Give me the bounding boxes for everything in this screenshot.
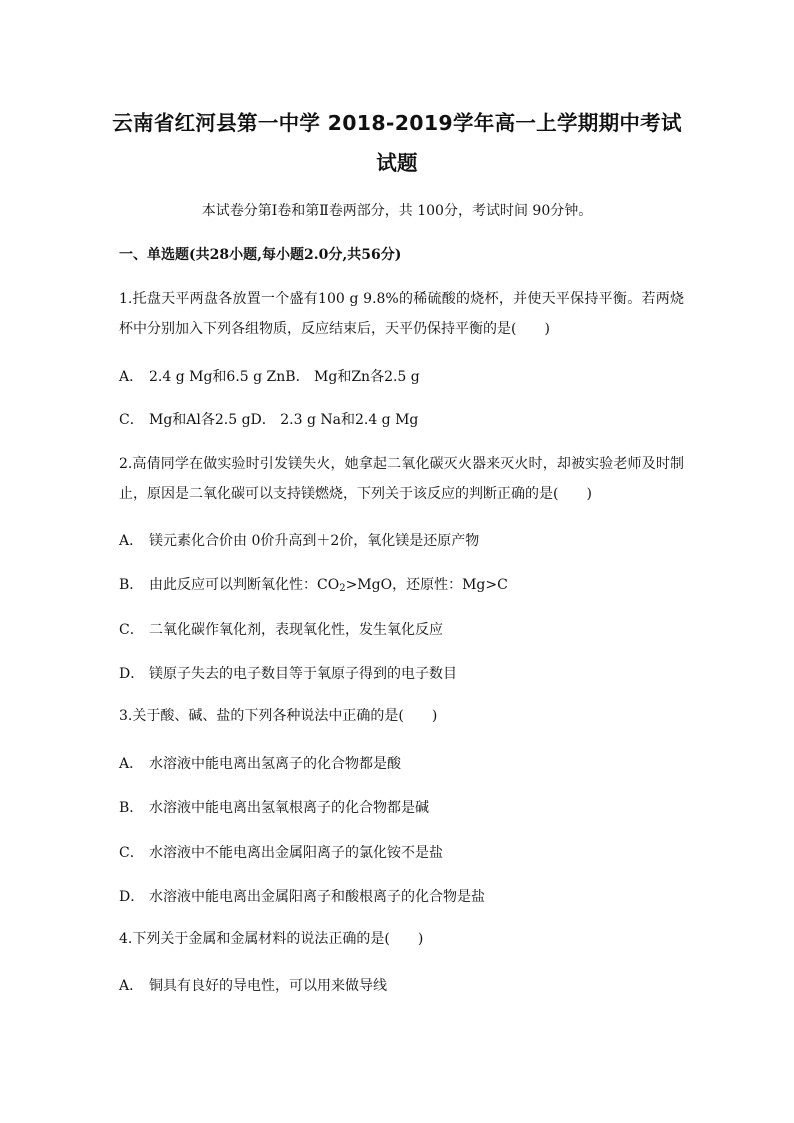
- option-label: B．: [119, 577, 144, 593]
- document-title-continued: 试题: [376, 151, 418, 175]
- option-text: Mg和Al各2.5 gD． 2.3 g Na和2.4 g Mg: [149, 412, 419, 428]
- question-4-option-a: [119, 975, 387, 995]
- question-3-option-d: [119, 886, 485, 906]
- subscript: 2: [339, 583, 346, 594]
- question-1-option-a: [119, 366, 420, 386]
- option-text: [149, 577, 508, 593]
- option-text: 二氧化碳作氧化剂，表现氧化性，发生氧化反应: [149, 622, 443, 638]
- question-2-option-a: [119, 530, 479, 550]
- question-3-option-a: [119, 753, 401, 773]
- option-text-part: >MgO，还原性：Mg>C: [345, 577, 508, 593]
- option-text: 镁原子失去的电子数目等于氧原子得到的电子数目: [149, 666, 457, 682]
- option-text: 铜具有良好的导电性，可以用来做导线: [149, 978, 387, 994]
- question-4-stem: 4.下列关于金属和金属材料的说法正确的是( ): [119, 931, 424, 947]
- question-2-stem: 2.高倩同学在做实验时引发镁失火，她拿起二氧化碳灭火器来灭火时，却被实验老师及时制止，原因是二氧化碳可以支持镁燃烧，下列关于该反应的判断正确的是( ): [119, 456, 684, 502]
- option-text: 水溶液中能电离出氢氧根离子的化合物都是碱: [149, 800, 429, 816]
- question-2-option-b: [119, 574, 508, 594]
- option-label: A．: [119, 369, 144, 385]
- option-text: 镁元素化合价由 0价升高到＋2价，氧化镁是还原产物: [149, 533, 480, 549]
- section-heading: 一、单选题(共28小题,每小题2.0分,共56分): [119, 247, 402, 263]
- question-1-stem: 1.托盘天平两盘各放置一个盛有100 g 9.8%的稀硫酸的烧杯，并使天平保持平衡。若两烧杯中分别加入下列各组物质，反应结束后，天平仍保持平衡的是( ): [119, 291, 684, 337]
- option-text: 水溶液中能电离出金属阳离子和酸根离子的化合物是盐: [149, 889, 485, 905]
- document-title: 云南省红河县第一中学 2018-2019学年高一上学期期中考试: [112, 111, 682, 135]
- option-label: C．: [119, 622, 144, 638]
- option-label: D．: [119, 889, 145, 905]
- option-label: A．: [119, 533, 144, 549]
- option-label: A．: [119, 756, 144, 772]
- option-text: 水溶液中不能电离出金属阳离子的氯化铵不是盐: [149, 845, 443, 861]
- question-3-option-b: [119, 797, 429, 817]
- option-label: A．: [119, 978, 144, 994]
- question-1-option-c: [119, 409, 418, 429]
- question-2-option-c: [119, 619, 443, 639]
- option-text-part: 由此反应可以判断氧化性：CO: [149, 577, 340, 593]
- exam-instructions: 本试卷分第Ⅰ卷和第Ⅱ卷两部分，共 100分，考试时间 90分钟。: [201, 203, 593, 219]
- option-text: 2.4 g Mg和6.5 g ZnB． Mg和Zn各2.5 g: [149, 369, 420, 385]
- option-label: C．: [119, 412, 144, 428]
- option-label: C．: [119, 845, 144, 861]
- option-label: B．: [119, 800, 144, 816]
- option-label: D．: [119, 666, 145, 682]
- question-2-option-d: [119, 663, 457, 683]
- option-text: 水溶液中能电离出氢离子的化合物都是酸: [149, 756, 401, 772]
- question-3-stem: 3.关于酸、碱、盐的下列各种说法中正确的是( ): [119, 708, 438, 724]
- question-3-option-c: [119, 842, 443, 862]
